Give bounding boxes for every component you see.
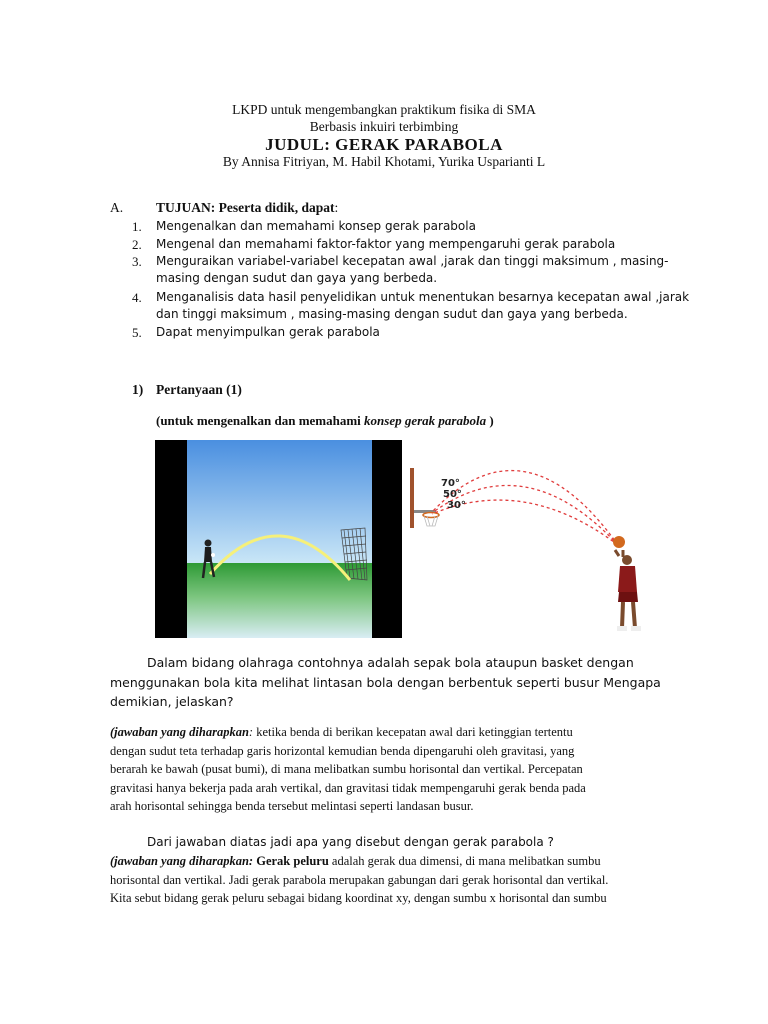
answer-2-first: adalah gerak dua dimensi, di mana melibatkan sumbu: [328, 854, 601, 868]
question-2: Dari jawaban diatas jadi apa yang disebut dengan gerak parabola ?: [147, 835, 554, 849]
angle-label-50: 50°: [443, 489, 462, 500]
answer-1-line: gravitasi hanya bekerja pada arah vertikal, dan gravitasi tidak mempengaruhi gerak benda pada: [110, 780, 586, 795]
question-title: Pertanyaan (1): [156, 382, 242, 397]
page-title: JUDUL: GERAK PARABOLA: [265, 135, 503, 154]
list-item: Menganalisis data hasil penyelidikan untuk menentukan besarnya kecepatan awal ,jarak: [156, 290, 690, 304]
list-item: Dapat menyimpulkan gerak parabola: [156, 325, 380, 339]
answer-2-label: (jawaban yang diharapkan:: [110, 854, 254, 868]
answer-2-bold: Gerak peluru: [253, 854, 329, 868]
answer-1: [110, 723, 676, 816]
answer-2-line: Kita sebut bidang gerak peluru sebagai bidang koordinat xy, dengan sumbu x horisontal dan sumbu: [110, 891, 607, 905]
list-number: 5.: [132, 325, 142, 340]
header-line-2: Berbasis inkuiri terbimbing: [309, 119, 459, 134]
list-item: Mengenalkan dan memahami konsep gerak parabola: [156, 219, 476, 233]
question-number: 1): [132, 382, 144, 397]
list-item-cont: dan tinggi maksimum , masing-masing dengan sudut dan gaya yang berbeda.: [156, 307, 628, 321]
soccer-illustration: [155, 440, 402, 638]
paragraph-1-line-1: Dalam bidang olahraga contohnya adalah sepak bola ataupun basket dengan: [147, 655, 634, 670]
answer-2-line: [110, 852, 676, 871]
paragraph-1-line-2: menggunakan bola kita melihat lintasan bola dengan berbentuk seperti busur Mengapa: [110, 675, 661, 690]
angle-label-30: 30°: [447, 500, 466, 511]
answer-2: [110, 852, 676, 908]
basketball-illustration: [405, 460, 660, 638]
section-heading-text: TUJUAN: Peserta didik, dapat: [156, 200, 335, 215]
section-heading-colon: :: [334, 200, 339, 215]
list-item: Mengenal dan memahami faktor-faktor yang mempengaruhi gerak parabola: [156, 237, 616, 251]
subtitle-post: ): [486, 413, 494, 428]
answer-1-first: ketika benda di berikan kecepatan awal dari ketinggian tertentu: [253, 725, 573, 739]
list-number: 2.: [132, 237, 142, 252]
section-heading: [156, 200, 338, 216]
header-line-1: LKPD untuk mengembangkan praktikum fisika di SMA: [232, 102, 536, 117]
answer-1-line: arah horisontal sehingga benda tersebut melintasi seperti landasan busur.: [110, 799, 474, 813]
list-number: 4.: [132, 290, 142, 305]
answer-1-label: (jawaban yang diharapkan: [110, 725, 249, 739]
section-letter: A.: [110, 200, 124, 215]
list-item: Menguraikan variabel-variabel kecepatan awal ,jarak dan tinggi maksimum , masing-: [156, 254, 669, 268]
angle-label-70: 70°: [441, 478, 460, 489]
subtitle-italic: konsep gerak parabola: [364, 413, 487, 428]
sky: [187, 440, 372, 563]
subtitle-pre: (untuk mengenalkan dan memahami: [156, 413, 365, 428]
hoop: [423, 513, 439, 518]
list-item-cont: masing dengan sudut dan gaya yang berbeda.: [156, 271, 438, 285]
answer-1-line: [110, 723, 676, 742]
authors: By Annisa Fitriyan, M. Habil Khotami, Yurika Usparianti L: [222, 154, 546, 169]
question-subtitle: [156, 413, 494, 429]
answer-1-line: berarah ke bawah (pusat bumi), di mana melibatkan sumbu horisontal dan vertikal. Percepatan: [110, 762, 583, 776]
list-number: 1.: [132, 219, 142, 234]
basketball-player: [613, 536, 641, 631]
backboard: [410, 468, 414, 528]
paragraph-1-line-3: demikian, jelaskan?: [110, 694, 234, 709]
list-number: 3.: [132, 254, 142, 269]
answer-2-line: horisontal dan vertikal. Jadi gerak parabola merupakan gabungan dari gerak horisontal dan vertikal.: [110, 872, 609, 887]
answer-1-colon: :: [248, 725, 254, 739]
answer-1-line: dengan sudut teta terhadap garis horizontal kemudian benda dipengaruhi oleh gravitasi, yang: [110, 743, 575, 758]
